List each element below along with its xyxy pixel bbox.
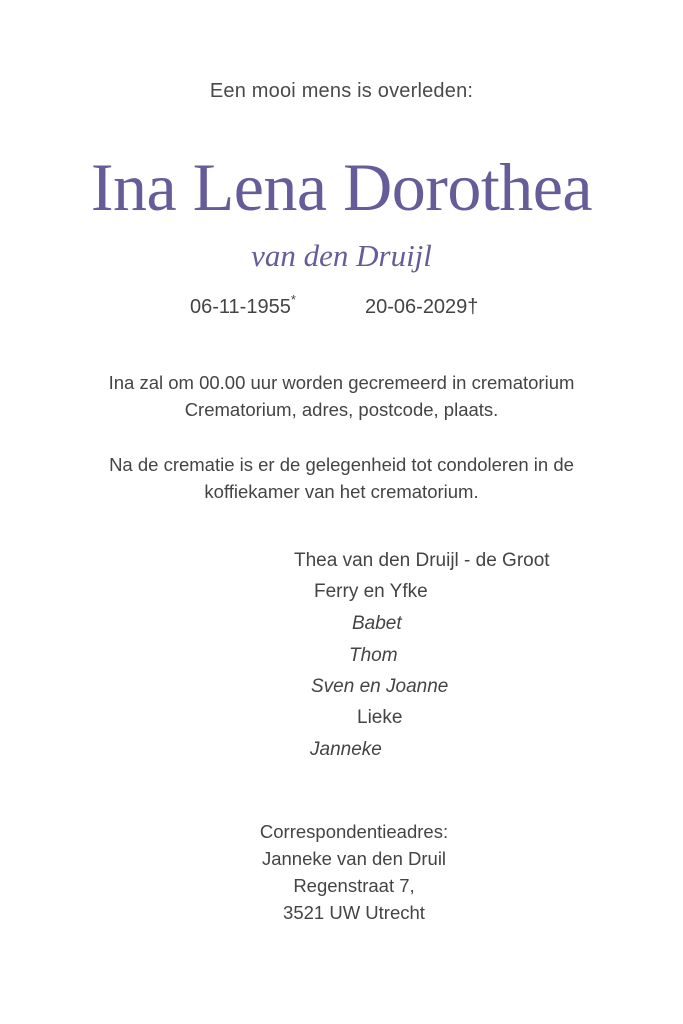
- correspondence-heading: Correspondentieadres:: [259, 821, 449, 842]
- cremation-line-2: Crematorium, adres, postcode, plaats.: [184, 399, 499, 420]
- deceased-surname: van den Druijl: [251, 238, 432, 273]
- condolence-line-2: koffiekamer van het crematorium.: [204, 481, 479, 502]
- birth-symbol: *: [290, 292, 296, 307]
- birth-date: [190, 292, 296, 319]
- birth-date-value: 06-11-1955: [190, 296, 291, 318]
- cremation-line-1: Ina zal om 00.00 uur worden gecremeerd in crematorium: [108, 372, 575, 393]
- intro-text: Een mooi mens is overleden:: [209, 80, 474, 102]
- correspondence-name: Janneke van den Druil: [261, 848, 447, 869]
- death-date: 20-06-2029†: [365, 296, 479, 318]
- correspondence-street: Regenstraat 7,: [293, 875, 415, 896]
- condolence-line-1: Na de crematie is er de gelegenheid tot condoleren in de: [109, 454, 574, 475]
- family-member: Ferry en Yfke: [314, 581, 428, 602]
- cremation-paragraph: [0, 369, 683, 423]
- family-member: Janneke: [310, 739, 382, 760]
- deceased-name: Ina Lena Dorothea: [90, 149, 593, 225]
- family-member: Lieke: [357, 707, 403, 728]
- family-member: Sven en Joanne: [311, 676, 449, 697]
- family-member: Thom: [349, 645, 398, 666]
- condolence-paragraph: [0, 451, 683, 505]
- correspondence-city: 3521 UW Utrecht: [283, 902, 425, 923]
- correspondence-address: [178, 818, 530, 926]
- family-member: Thea van den Druijl - de Groot: [294, 550, 550, 571]
- family-member: Babet: [352, 613, 402, 634]
